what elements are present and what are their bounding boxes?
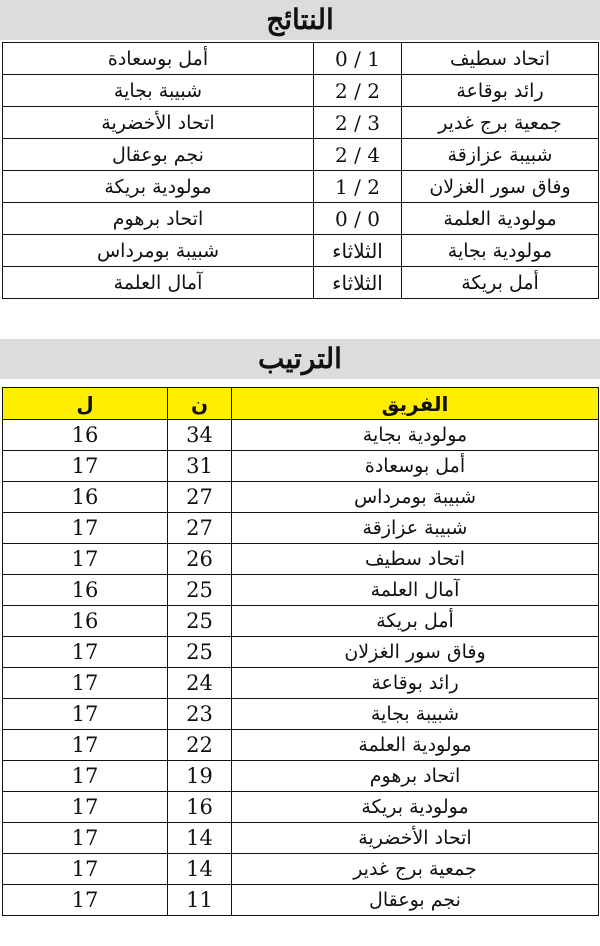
team-points: 34	[168, 420, 232, 451]
home-team: اتحاد سطيف	[402, 43, 599, 75]
team-points: 25	[168, 637, 232, 668]
team-points: 22	[168, 730, 232, 761]
team-played: 16	[3, 575, 168, 606]
home-team: مولودية العلمة	[402, 203, 599, 235]
home-team: أمل بريكة	[402, 267, 599, 299]
team-name: اتحاد سطيف	[232, 544, 599, 575]
standings-row	[3, 451, 599, 482]
home-team: رائد بوقاعة	[402, 75, 599, 107]
standings-row	[3, 637, 599, 668]
home-team: شبيبة عزازقة	[402, 139, 599, 171]
team-points: 27	[168, 482, 232, 513]
standings-header-row	[3, 388, 599, 420]
away-team: آمال العلمة	[3, 267, 314, 299]
team-name: شبيبة بجاية	[232, 699, 599, 730]
team-points: 31	[168, 451, 232, 482]
team-played: 17	[3, 730, 168, 761]
match-score: 2 / 2	[314, 75, 402, 107]
team-name: اتحاد الأخضرية	[232, 823, 599, 854]
home-team: وفاق سور الغزلان	[402, 171, 599, 203]
team-name: رائد بوقاعة	[232, 668, 599, 699]
team-points: 24	[168, 668, 232, 699]
standings-row	[3, 792, 599, 823]
team-name: اتحاد برهوم	[232, 761, 599, 792]
team-points: 26	[168, 544, 232, 575]
team-played: 17	[3, 637, 168, 668]
points-column-header: ن	[168, 388, 232, 420]
team-played: 17	[3, 854, 168, 885]
away-team: نجم بوعقال	[3, 139, 314, 171]
team-name: وفاق سور الغزلان	[232, 637, 599, 668]
team-played: 17	[3, 823, 168, 854]
team-name: شبيبة عزازقة	[232, 513, 599, 544]
match-row	[3, 267, 599, 299]
away-team: اتحاد برهوم	[3, 203, 314, 235]
standings-row	[3, 513, 599, 544]
team-points: 19	[168, 761, 232, 792]
match-score: 1 / 0	[314, 43, 402, 75]
match-score: الثلاثاء	[314, 267, 402, 299]
team-played: 17	[3, 761, 168, 792]
standings-row	[3, 482, 599, 513]
team-name: شبيبة بومرداس	[232, 482, 599, 513]
home-team: مولودية بجاية	[402, 235, 599, 267]
team-name: آمال العلمة	[232, 575, 599, 606]
team-points: 25	[168, 575, 232, 606]
match-row	[3, 139, 599, 171]
standings-row	[3, 544, 599, 575]
team-name: مولودية بجاية	[232, 420, 599, 451]
team-points: 27	[168, 513, 232, 544]
standings-table	[2, 387, 599, 916]
team-name: مولودية بريكة	[232, 792, 599, 823]
team-name: مولودية العلمة	[232, 730, 599, 761]
standings-row	[3, 420, 599, 451]
match-row	[3, 75, 599, 107]
team-points: 11	[168, 885, 232, 916]
away-team: شبيبة بومرداس	[3, 235, 314, 267]
team-points: 23	[168, 699, 232, 730]
team-played: 16	[3, 420, 168, 451]
standings-row	[3, 823, 599, 854]
standings-row	[3, 730, 599, 761]
away-team: اتحاد الأخضرية	[3, 107, 314, 139]
team-played: 17	[3, 451, 168, 482]
team-name: أمل بوسعادة	[232, 451, 599, 482]
match-row	[3, 171, 599, 203]
team-played: 17	[3, 544, 168, 575]
team-points: 16	[168, 792, 232, 823]
results-title: النتائج	[0, 0, 600, 40]
match-row	[3, 203, 599, 235]
match-score: 3 / 2	[314, 107, 402, 139]
standings-title: الترتيب	[0, 339, 600, 379]
team-points: 25	[168, 606, 232, 637]
standings-row	[3, 668, 599, 699]
team-points: 14	[168, 854, 232, 885]
home-team: جمعية برج غدير	[402, 107, 599, 139]
team-name: نجم بوعقال	[232, 885, 599, 916]
standings-row	[3, 575, 599, 606]
played-column-header: ل	[3, 388, 168, 420]
team-played: 17	[3, 885, 168, 916]
standings-row	[3, 885, 599, 916]
away-team: شبيبة بجاية	[3, 75, 314, 107]
team-points: 14	[168, 823, 232, 854]
match-score: الثلاثاء	[314, 235, 402, 267]
team-name: جمعية برج غدير	[232, 854, 599, 885]
away-team: أمل بوسعادة	[3, 43, 314, 75]
team-played: 17	[3, 668, 168, 699]
match-score: 4 / 2	[314, 139, 402, 171]
team-played: 17	[3, 513, 168, 544]
standings-row	[3, 854, 599, 885]
standings-row	[3, 761, 599, 792]
team-played: 16	[3, 606, 168, 637]
match-score: 2 / 1	[314, 171, 402, 203]
team-name: أمل بريكة	[232, 606, 599, 637]
team-played: 17	[3, 699, 168, 730]
standings-row	[3, 699, 599, 730]
away-team: مولودية بريكة	[3, 171, 314, 203]
standings-row	[3, 606, 599, 637]
match-row	[3, 235, 599, 267]
team-played: 17	[3, 792, 168, 823]
results-table	[2, 42, 599, 299]
match-row	[3, 107, 599, 139]
match-row	[3, 43, 599, 75]
match-score: 0 / 0	[314, 203, 402, 235]
team-column-header: الفريق	[232, 388, 599, 420]
team-played: 16	[3, 482, 168, 513]
